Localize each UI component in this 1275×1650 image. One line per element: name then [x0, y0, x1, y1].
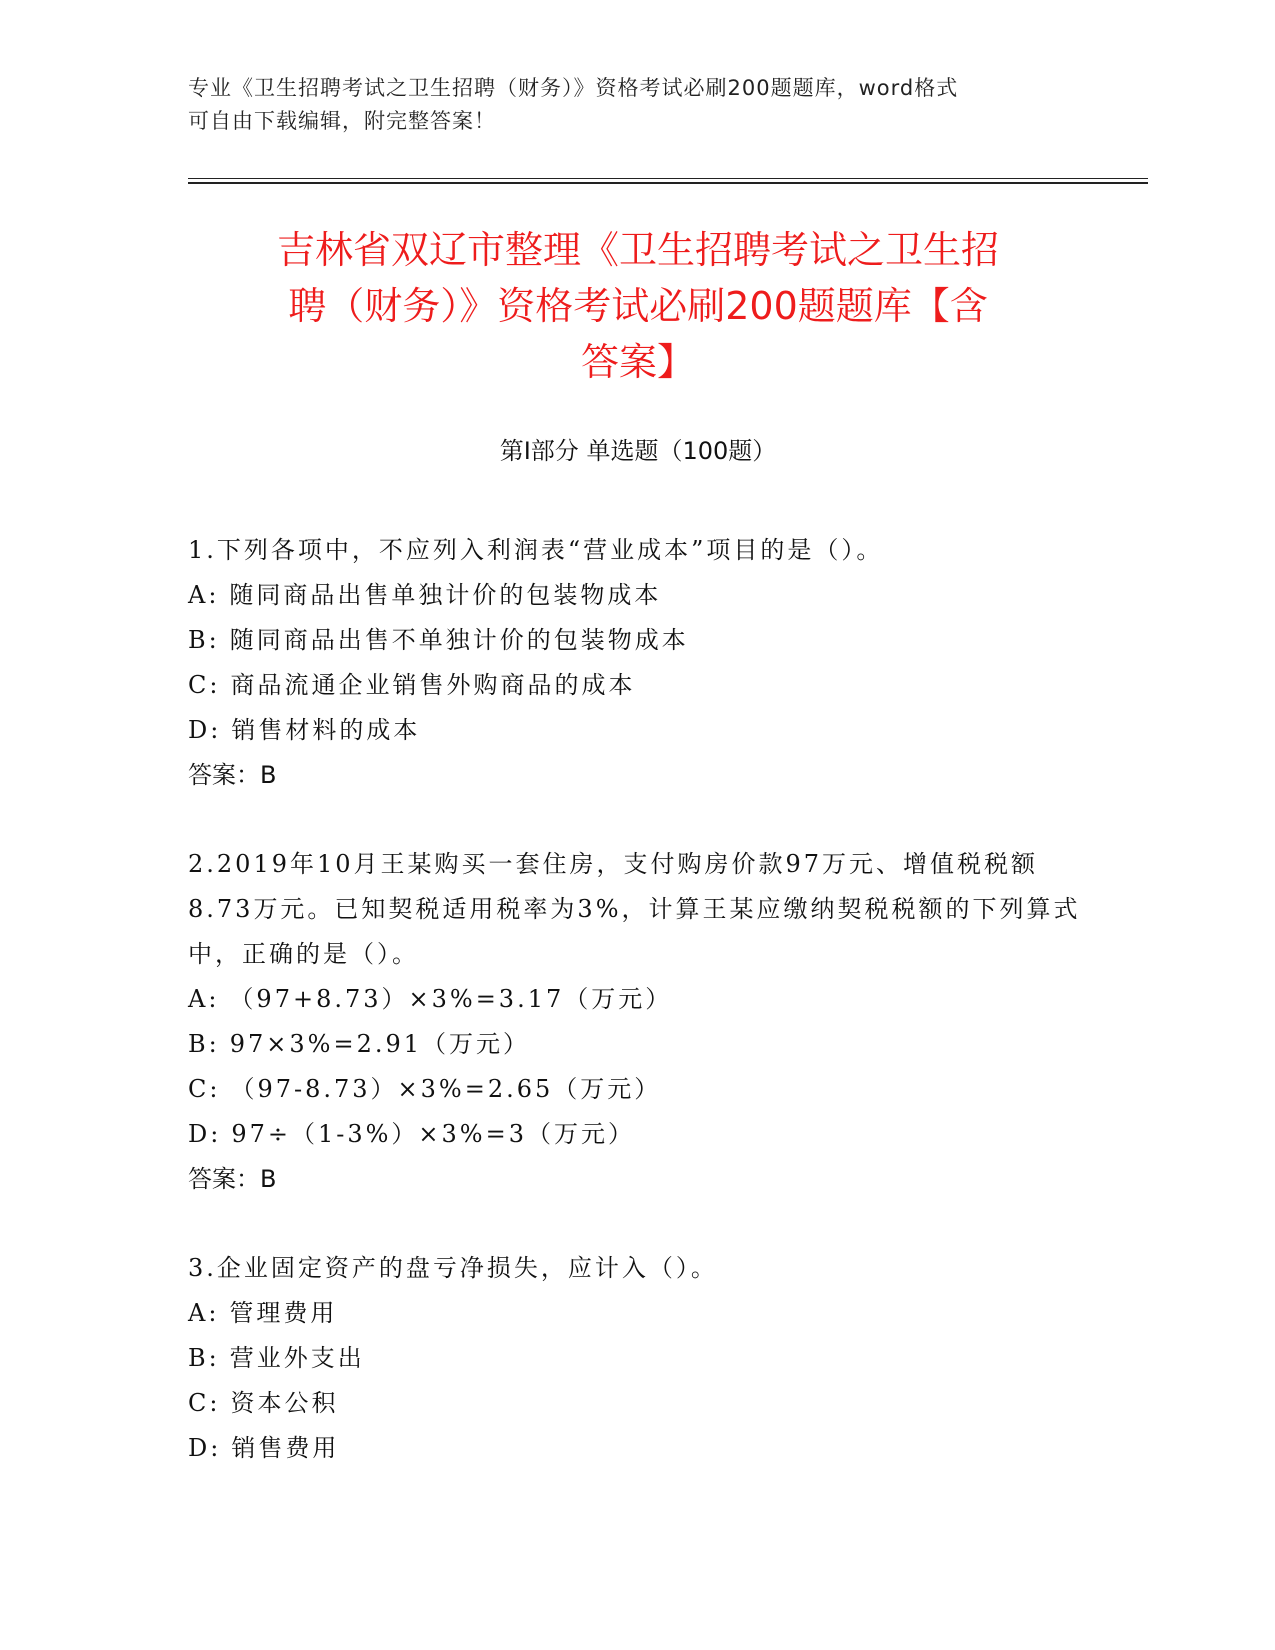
- option-key: D:: [188, 1120, 222, 1148]
- option-text: 随同商品出售单独计价的包装物成本: [229, 581, 662, 609]
- option-text: 销售费用: [231, 1434, 340, 1462]
- question-list: [188, 528, 1088, 1515]
- option-key: B:: [188, 1344, 220, 1372]
- option-key: C:: [188, 1075, 221, 1103]
- header-note-line-1: 专业《卫生招聘考试之卫生招聘（财务）》资格考试必刷200题题库，word格式: [188, 76, 959, 100]
- header-note: [188, 72, 1088, 138]
- question-stem: 1.下列各项中，不应列入利润表“营业成本”项目的是（）。: [188, 536, 884, 564]
- header-divider-thin: [188, 178, 1148, 179]
- option-key: C:: [188, 1389, 221, 1417]
- option-key: A:: [188, 985, 220, 1013]
- option-a: [188, 1291, 1088, 1336]
- option-a: [188, 977, 1088, 1022]
- option-key: A:: [188, 1299, 220, 1327]
- document-title-line-1: 吉林省双辽市整理《卫生招聘考试之卫生招: [276, 228, 999, 272]
- document-title: [188, 222, 1088, 390]
- question-2: [188, 842, 1088, 1202]
- option-key: C:: [188, 671, 221, 699]
- option-text: 营业外支出: [229, 1344, 365, 1372]
- option-c: [188, 663, 1088, 708]
- question-1: [188, 528, 1088, 798]
- option-text: 随同商品出售不单独计价的包装物成本: [229, 626, 689, 654]
- option-key: B:: [188, 1030, 220, 1058]
- option-b: [188, 618, 1088, 663]
- option-d: [188, 1426, 1088, 1471]
- header-divider-thick: [188, 182, 1148, 184]
- question-stem: 2.2019年10月王某购买一套住房，支付购房价款97万元、增值税税额8.73万元。已知契税适用税率为3%，计算王某应缴纳契税税额的下列算式中，正确的是（）。: [188, 850, 1081, 968]
- option-text: 资本公积: [230, 1389, 339, 1417]
- answer-line: 答案：B: [188, 761, 277, 789]
- question-stem: 3.企业固定资产的盘亏净损失，应计入（）。: [188, 1254, 718, 1282]
- option-d: [188, 1112, 1088, 1157]
- option-key: A:: [188, 581, 220, 609]
- option-key: B:: [188, 626, 220, 654]
- option-a: [188, 573, 1088, 618]
- option-text: 销售材料的成本: [231, 716, 421, 744]
- option-b: [188, 1022, 1088, 1067]
- option-text: 商品流通企业销售外购商品的成本: [230, 671, 636, 699]
- option-key: D:: [188, 1434, 222, 1462]
- option-text: （97+8.73）×3%=3.17（万元）: [229, 985, 673, 1013]
- document-title-line-3: 答案】: [580, 340, 695, 384]
- option-text: 管理费用: [229, 1299, 338, 1327]
- document-title-line-2: 聘（财务）》资格考试必刷200题题库【含: [288, 284, 988, 328]
- option-c: [188, 1381, 1088, 1426]
- option-b: [188, 1336, 1088, 1381]
- option-d: [188, 708, 1088, 753]
- section-title: 第Ⅰ部分 单选题（100题）: [499, 437, 777, 465]
- header-divider: [188, 178, 1148, 185]
- question-3: [188, 1246, 1088, 1471]
- option-text: 97×3%=2.91（万元）: [229, 1030, 531, 1058]
- option-text: （97-8.73）×3%=2.65（万元）: [230, 1075, 662, 1103]
- header-note-line-2: 可自由下载编辑，附完整答案！: [188, 109, 496, 133]
- option-text: 97÷（1-3%）×3%=3（万元）: [231, 1120, 635, 1148]
- answer-line: 答案：B: [188, 1165, 277, 1193]
- option-key: D:: [188, 716, 222, 744]
- option-c: [188, 1067, 1088, 1112]
